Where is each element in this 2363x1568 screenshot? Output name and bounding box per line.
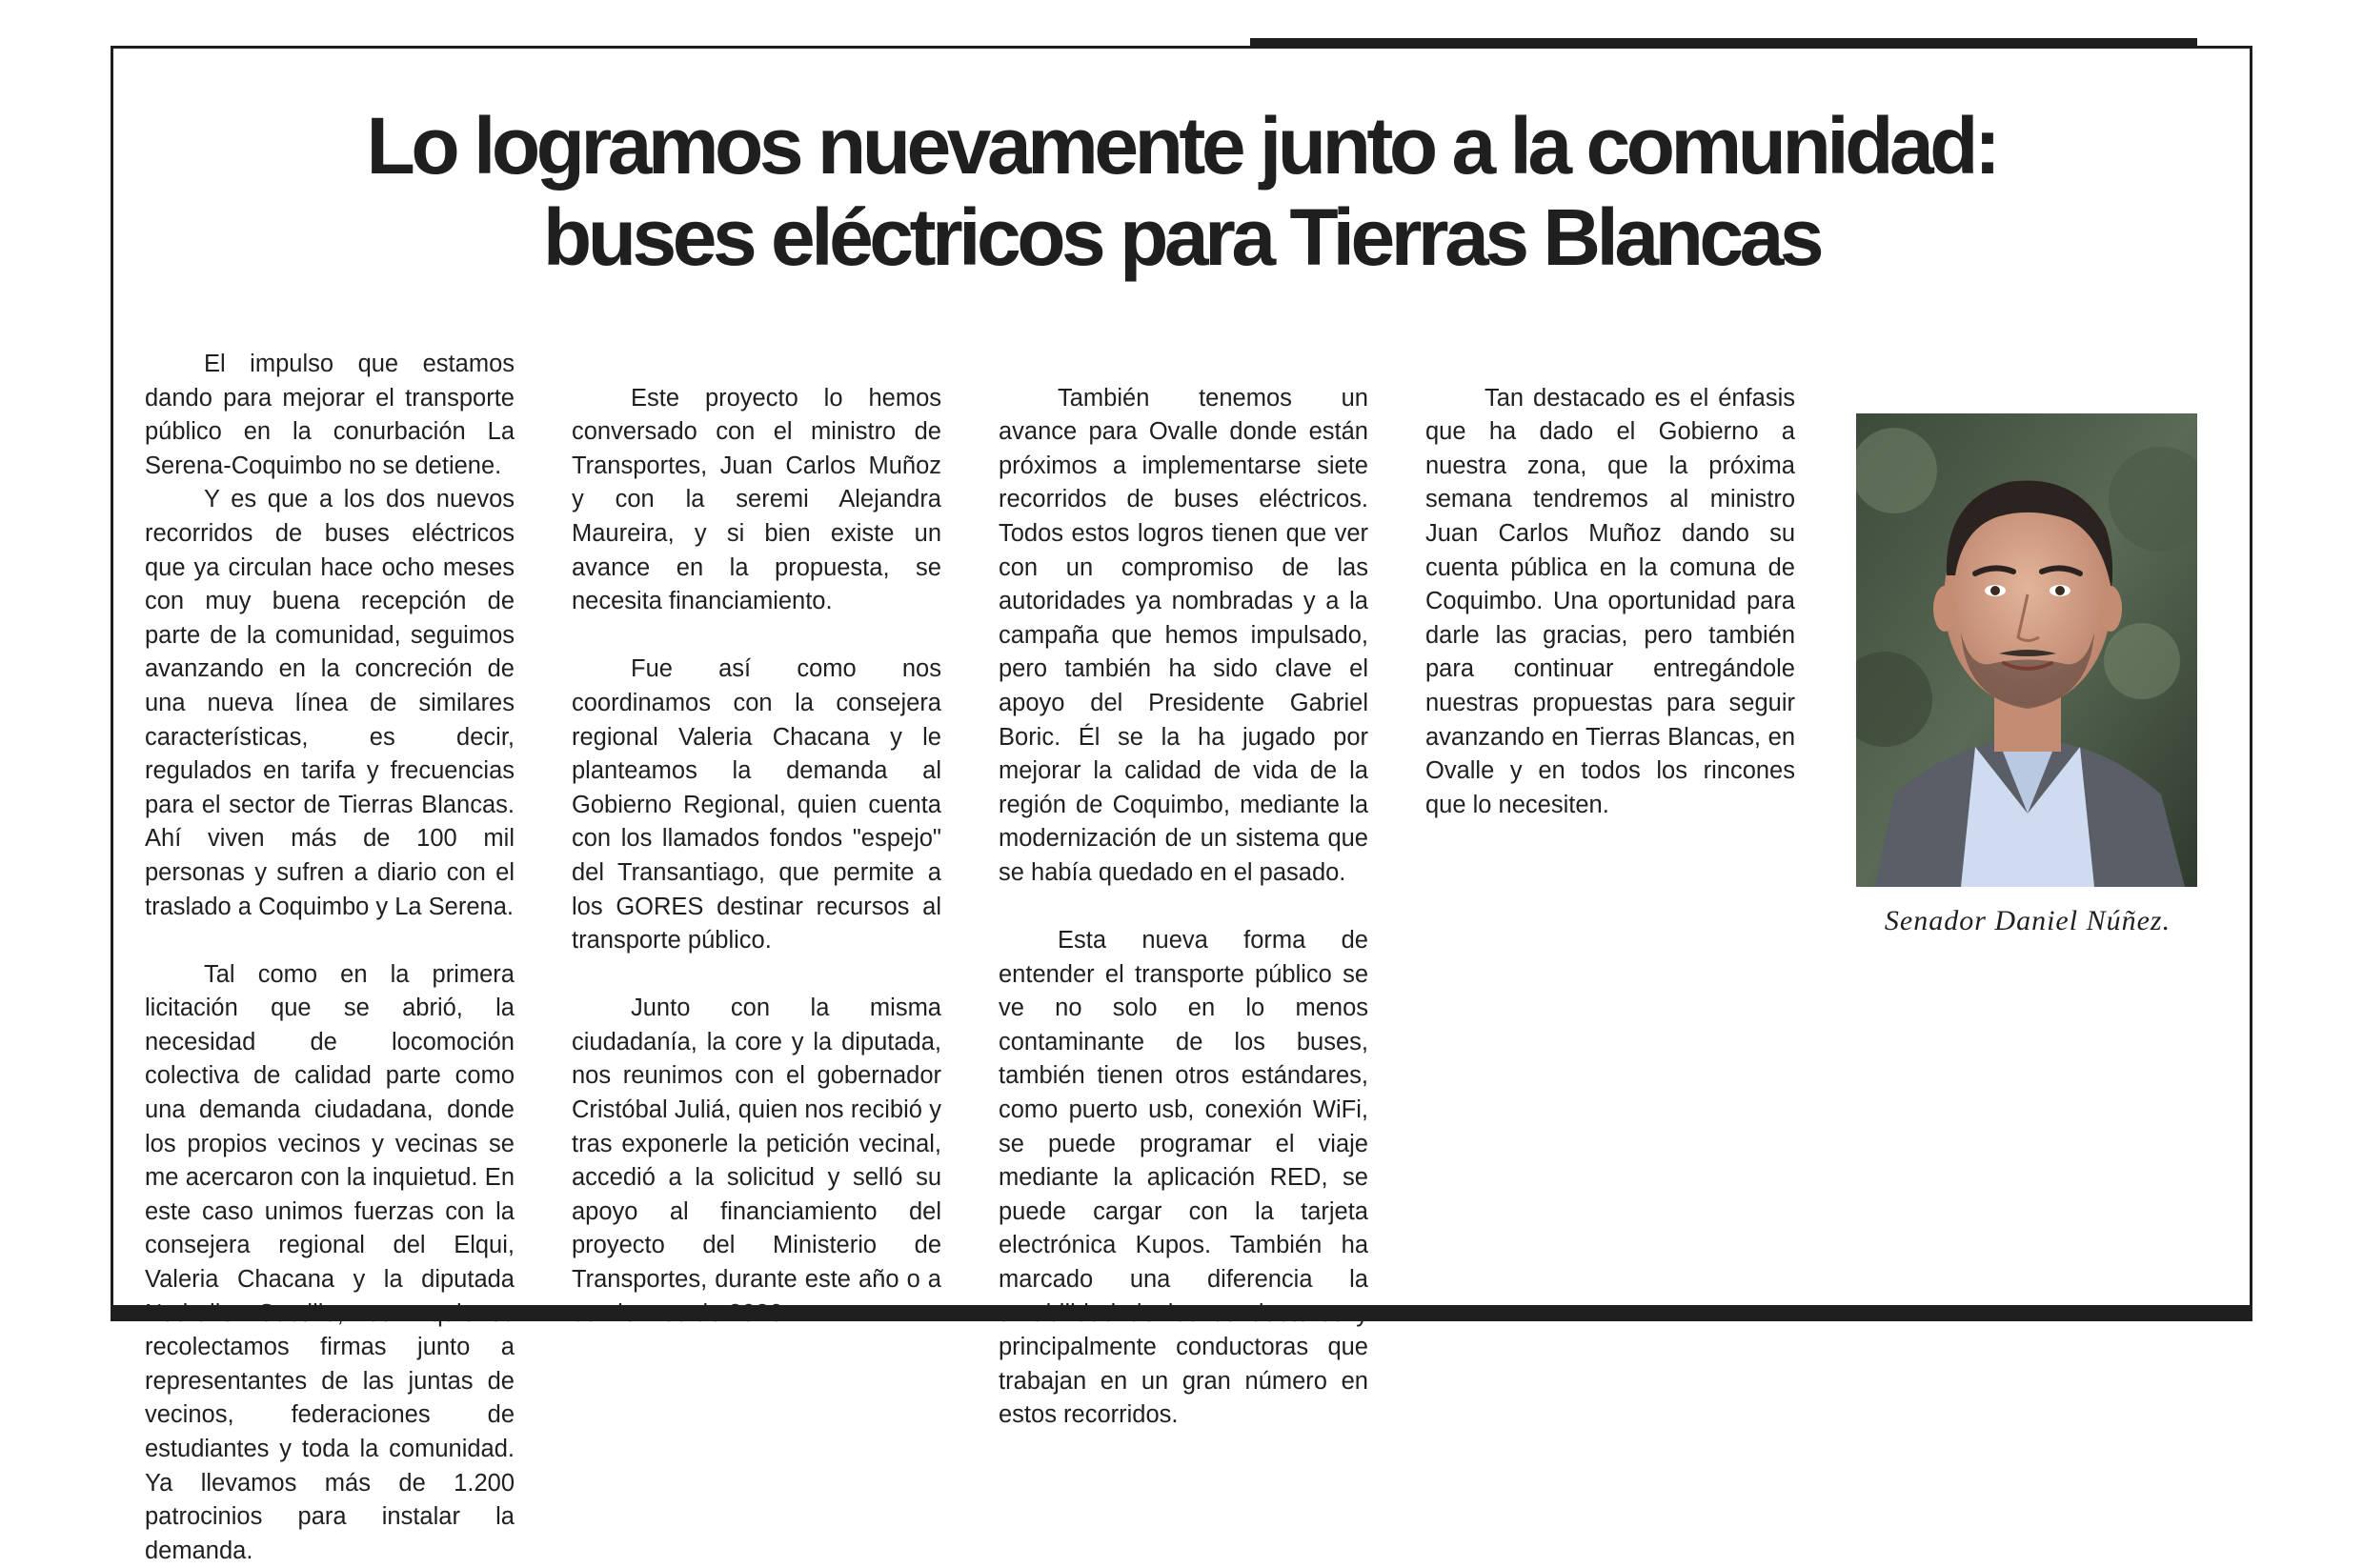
article-column-2 [572,348,941,1331]
paragraph-regional-funds: Fue así como nos coordinamos con la consejera regional Valeria Chacana y le planteamos la demanda al Gobierno Regional, quien cuenta con los llamados fondos "espejo" del Transantiago, que permite a los GORES destinar recursos al transporte público. [572,655,941,955]
paragraph-ovalle: También tenemos un avance para Ovalle donde están próximos a implementarse siete recorridos de buses eléctricos. Todos estos logros tienen que ver con un compromiso de las autoridades ya nombradas y a la campaña que hemos impulsado, pero también ha sido clave el apoyo del Presidente Gabriel Boric. Él se la ha jugado por mejorar la calidad de vida de la región de Coquimbo, mediante la modernización de un sistema que se había quedado en el pasado. [999,384,1368,886]
paragraph-governor: Junto con la misma ciudadanía, la core y la diputada, nos reunimos con el gobernador Cristóbal Juliá, quien nos recibió y tras exponerle la petición vecinal, accedió a la solicitud y selló su apoyo al financiamiento del proyecto del Ministerio de Transportes, durante este año o a comienzos de 2026. [572,995,941,1327]
article-column-1 [145,348,515,1568]
portrait-illustration [1856,413,2197,887]
paragraph-ministry: Este proyecto lo hemos conversado con el ministro de Transportes, Juan Carlos Muñoz y con la seremi Alejandra Maureira, y si bien existe un avance en la propuesta, se necesita financiamiento. [572,384,941,615]
paragraph-new-routes: Y es que a los dos nuevos recorridos de buses eléctricos que ya circulan hace ocho meses con muy buena recepción de parte de la comunidad, seguimos avanzando en la concreción de una nueva línea de similares características, es decir, regulados en tarifa y frecuencias para el sector de Tierras Blancas. Ahí viven más de 100 mil personas y sufren a diario con el traslado a Coquimbo y La Serena. [145,486,515,920]
senator-portrait-photo [1856,413,2197,887]
photo-caption: Senador Daniel Núñez. [1884,905,2171,936]
paragraph-intro: El impulso que estamos dando para mejorar el transporte público en la conurbación La Serena-Coquimbo no se detiene. [145,351,515,479]
article-column-4 [1425,348,1795,822]
paragraph-citizen-demand: Tal como en la primera licitación que se abrió, la necesidad de locomoción colectiva de calidad parte como una demanda ciudadana, donde los propios vecinos y vecinas se me acercaron con la inquietud. En este caso unimos fuerzas con la consejera regional del Elqui, Valeria Chacana y la diputada Nathalie Castillo, con quienes recolectamos firmas junto a representantes de las juntas de vecinos, federaciones de estudiantes y toda la comunidad. Ya llevamos más de 1.200 patrocinios para instalar la demanda. [145,960,515,1564]
article-headline [143,100,2220,283]
article-column-3 [999,348,1368,1433]
headline-line-1: Lo logramos nuevamente junto a la comunidad: [366,101,1997,191]
paragraph-closing: Tan destacado es el énfasis que ha dado el Gobierno a nuestra zona, que la próxima semana tendremos al ministro Juan Carlos Muñoz dando su cuenta pública en la comuna de Coquimbo. Una oportunidad para darle las gracias, pero también para continuar entregándole nuestras propuestas para seguir avanzando en Tierras Blancas, en Ovalle y en todos los rincones que lo necesiten. [1425,384,1795,818]
paragraph-new-standard: Esta nueva forma de entender el transporte público se ve no solo en lo menos contaminante de los buses, también tienen otros estándares, como puerto usb, conexión WiFi, se puede programar el viaje mediante la aplicación RED, se puede cargar con la tarjeta electrónica Kupos. También ha marcado una diferencia la amabilidad de los conductores y principalmente conductoras que trabajan en un gran número en estos recorridos. [999,927,1368,1429]
headline-line-2: buses eléctricos para Tierras Blancas [542,192,1821,282]
